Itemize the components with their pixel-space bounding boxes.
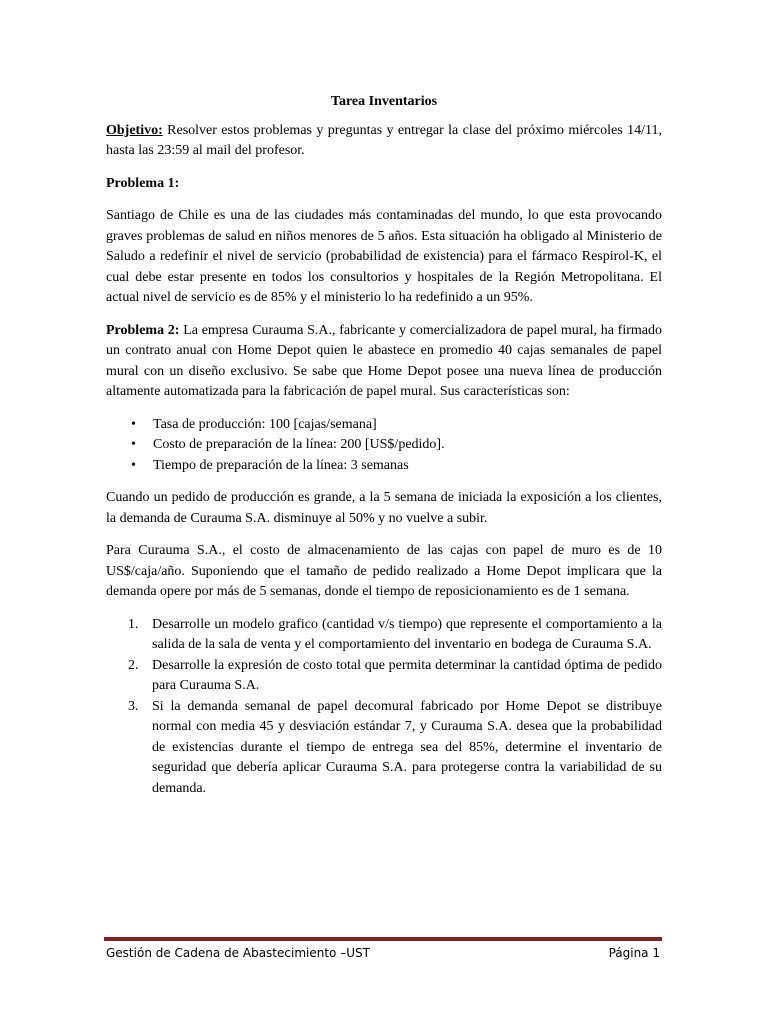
objective-text: Resolver estos problemas y preguntas y entregar la clase del próximo miércoles 14/11, hasta las 23:59 al mail del profesor.: [106, 122, 662, 158]
question-number: 2.: [128, 657, 139, 673]
questions-list: [106, 615, 662, 800]
list-item: [128, 615, 662, 656]
problem2-paragraph-cost: Para Curauma S.A., el costo de almacenamiento de las cajas con papel de muro es de 10 US$/caja/año. Suponiendo que el tamaño de pedido realizado a Home Depot implicara que la demanda opere por más de 5 semanas, donde el tiempo de reposicionamiento es de 1 semana.: [106, 543, 662, 599]
objective-paragraph: [106, 121, 662, 162]
question-number: 1.: [128, 616, 139, 632]
list-item: [128, 697, 662, 800]
question-text: Desarrolle un modelo grafico (cantidad v/s tiempo) que represente el comportamiento a la salida de la sala de venta y el comportamiento del inventario en bodega de Curauma S.A.: [152, 616, 662, 652]
page-title: Tarea Inventarios: [330, 94, 438, 109]
problem1-text: Santiago de Chile es una de las ciudades más contaminadas del mundo, lo que esta provocando graves problemas de salud en niños menores de 5 años. Esta situación ha obligado al Ministerio de Saludo a redefinir el nivel de servicio (probabilidad de existencia) para el fármaco Respirol-K, el cual debe estar presente en todos los consultorios y hospitales de la Región Metropolitana. El actual nivel de servicio es de 85% y el ministerio lo ha redefinido a un 95%.: [106, 208, 662, 305]
footer-rule: [104, 937, 662, 941]
list-item: • Tiempo de preparación de la línea: 3 semanas: [153, 456, 662, 477]
objective-label: Objetivo:: [106, 122, 163, 138]
footer-course-name: Gestión de Cadena de Abastecimiento –UST: [106, 946, 370, 960]
question-text: Si la demanda semanal de papel decomural fabricado por Home Depot se distribuye normal con media 45 y desviación estándar 7, y Curauma S.A. desea que la probabilidad de existencias durante el tiempo de entrega sea del 85%, determine el inventario de seguridad que debería aplicar Curauma S.A. para protegerse contra la variabilidad de su demanda.: [152, 698, 662, 796]
page-footer: [106, 946, 660, 960]
problem2-heading: Problema 2:: [106, 322, 180, 338]
problem2-intro: [106, 321, 662, 403]
question-text: Desarrolle la expresión de costo total que permita determinar la cantidad óptima de pedido para Curauma S.A.: [152, 657, 662, 693]
problem1-heading: Problema 1:: [106, 175, 180, 191]
list-item: • Tasa de producción: 100 [cajas/semana]: [153, 415, 662, 436]
question-number: 3.: [128, 698, 139, 714]
footer-page-number: Página 1: [608, 946, 660, 960]
document-body: [106, 92, 662, 799]
characteristics-list: [106, 415, 662, 477]
list-item: • Costo de preparación de la línea: 200 [US$/pedido].: [153, 435, 662, 456]
problem2-paragraph-demand: Cuando un pedido de producción es grande, a la 5 semana de iniciada la exposición a los clientes, la demanda de Curauma S.A. disminuye al 50% y no vuelve a subir.: [106, 490, 662, 526]
problem2-intro-text: La empresa Curauma S.A., fabricante y comercializadora de papel mural, ha firmado un contrato anual con Home Depot quien le abastece en promedio 40 cajas semanales de papel mural con un diseño exclusivo. Se sabe que Home Depot posee una nueva línea de producción altamente automatizada para la fabricación de papel mural. Sus características son:: [106, 322, 662, 399]
list-item: [128, 656, 662, 697]
